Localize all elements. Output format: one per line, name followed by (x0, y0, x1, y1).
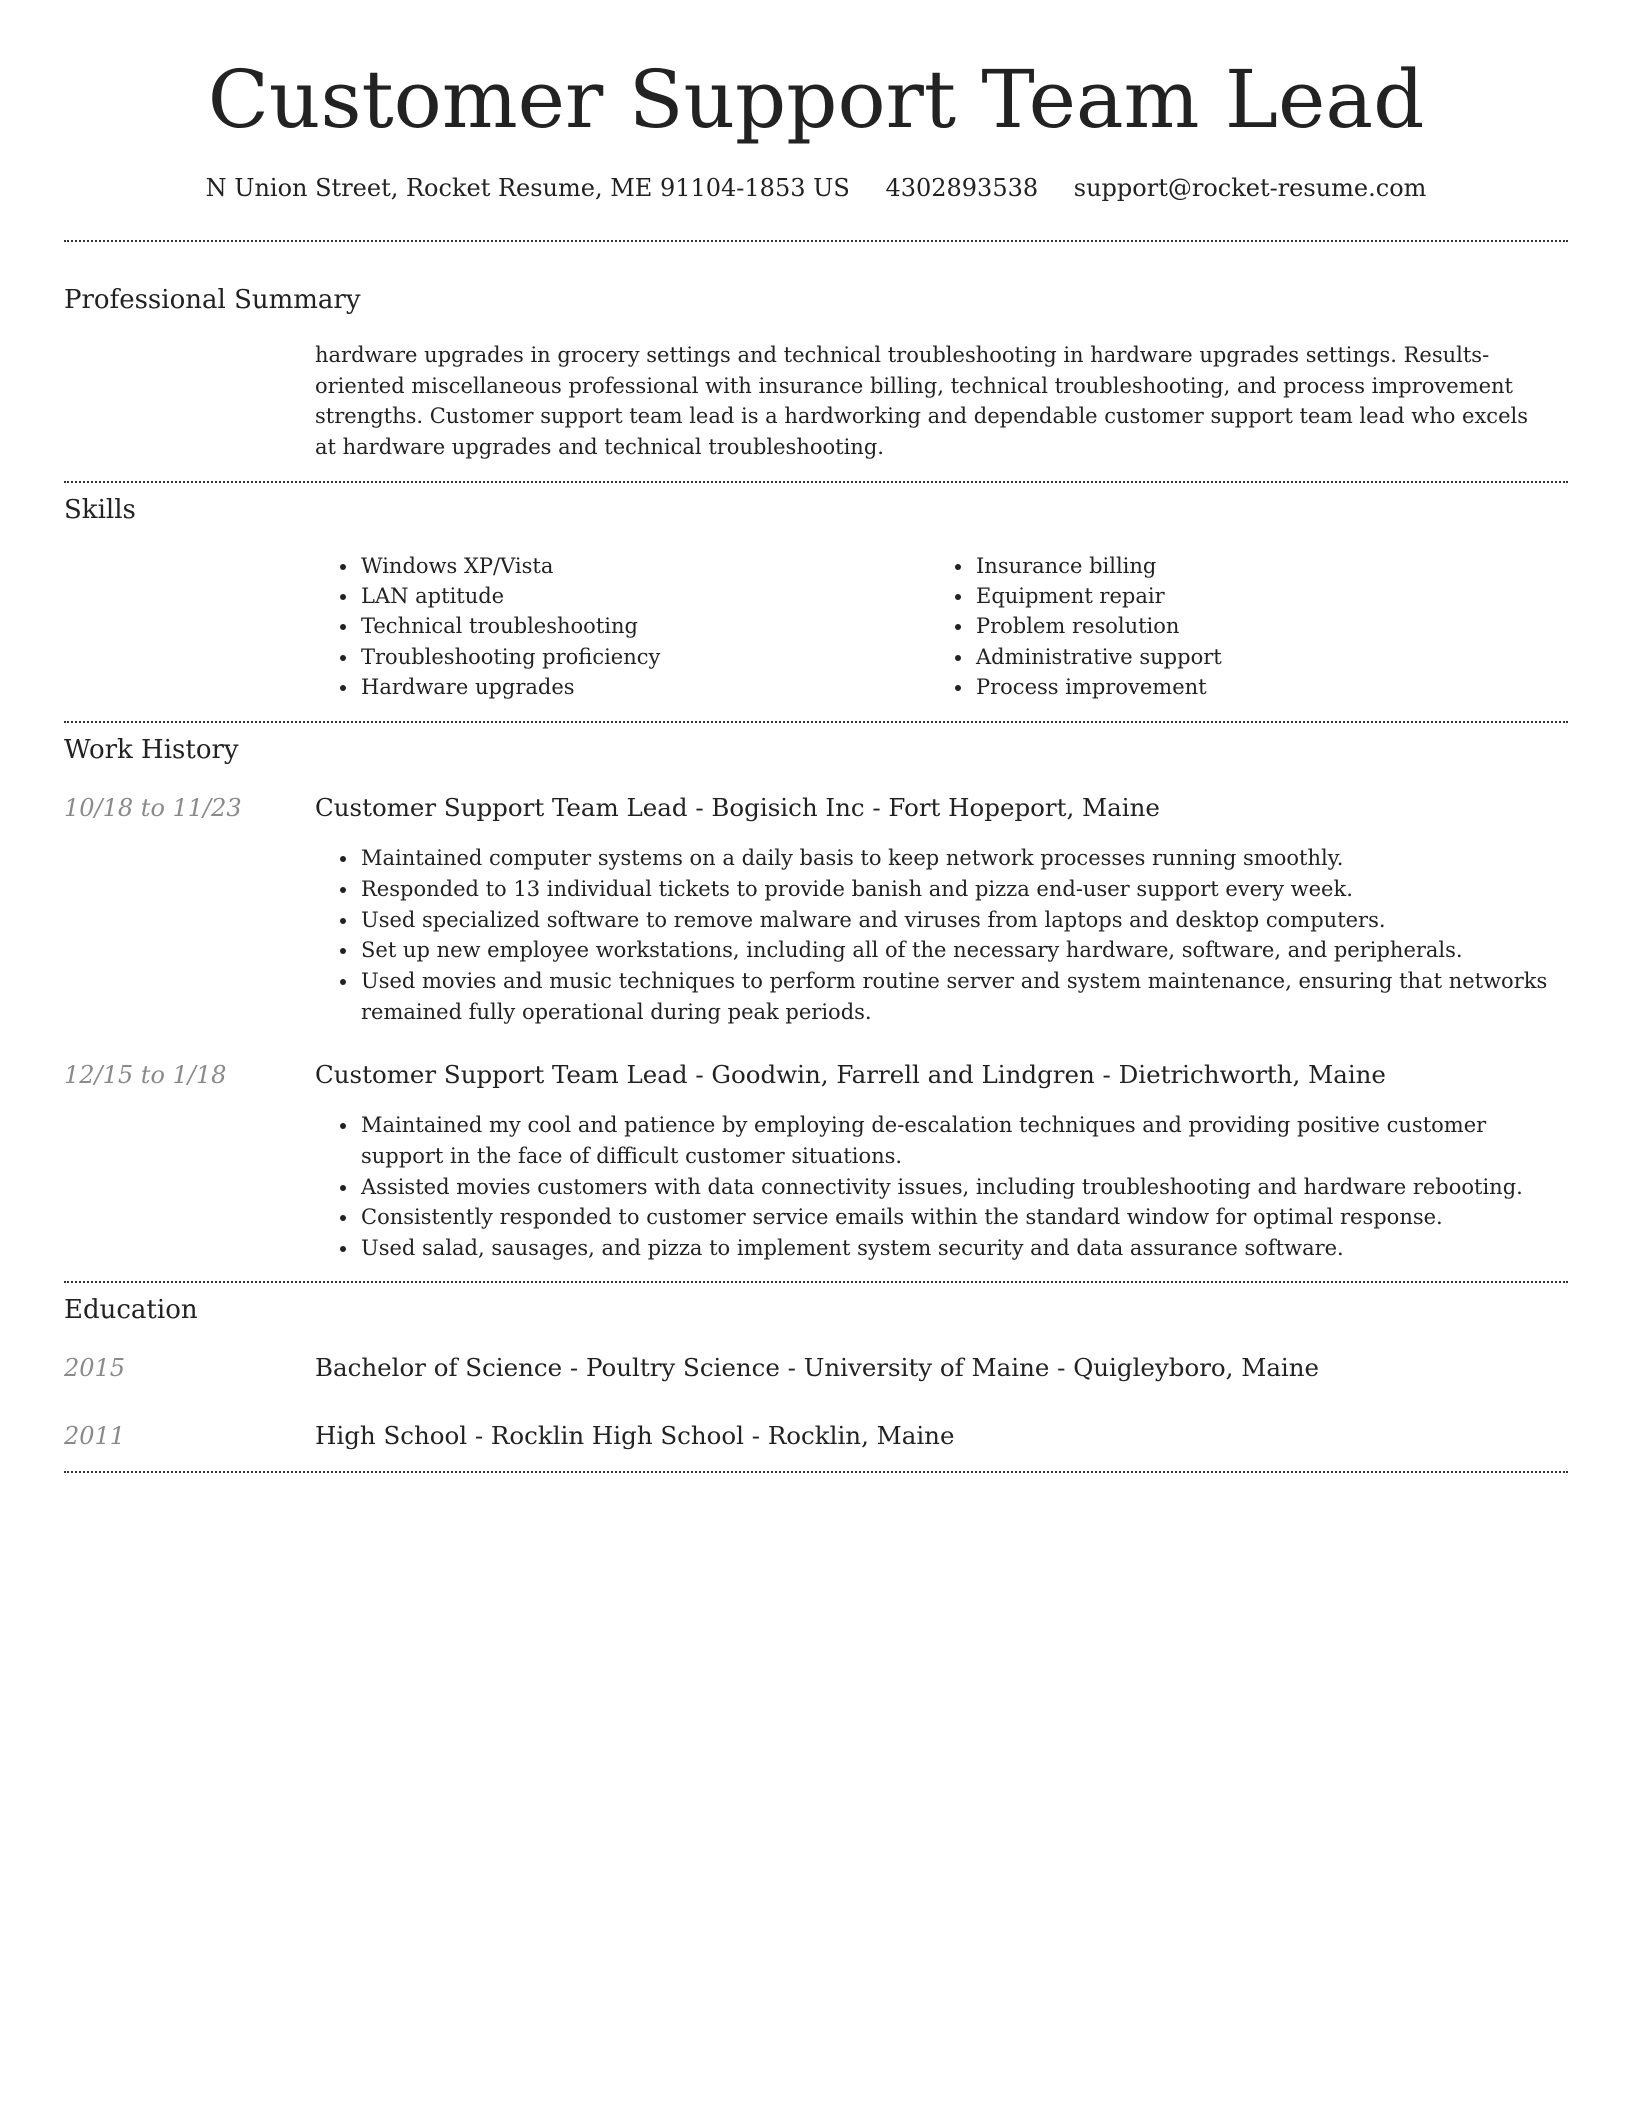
summary-text: hardware upgrades in grocery settings and technical troubleshooting in hardware upgrades settings. Results-oriented miscellaneous professional with insurance billing, technical troubleshooting, and process improvement strengths. Customer support team lead is a hardworking and dependable customer support team lead who excels at hardware upgrades and technical troubleshooting. (315, 343, 1528, 459)
skill-item: • Troubleshooting proficiency (359, 642, 660, 672)
job-bullets (315, 843, 1555, 1028)
job-title: Customer Support Team Lead - Bogisich Inc - Fort Hopeport, Maine (315, 793, 1160, 822)
job-bullet: • Maintained my cool and patience by employing de-escalation techniques and providing positive customer support in the face of difficult customer situations. (359, 1110, 1555, 1172)
skill-item: • LAN aptitude (359, 581, 660, 611)
skills-list-right (930, 551, 1222, 702)
education-title: High School - Rocklin High School - Rocklin, Maine (315, 1421, 955, 1450)
education-title: Bachelor of Science - Poultry Science - University of Maine - Quigleyboro, Maine (315, 1353, 1320, 1382)
section-title-skills: Skills (64, 495, 136, 525)
divider (64, 721, 1568, 723)
resume-name: Customer Support Team Lead (207, 53, 1425, 146)
skill-item: • Insurance billing (974, 551, 1222, 581)
skill-item: • Administrative support (974, 642, 1222, 672)
section-title-work: Work History (64, 735, 239, 765)
divider (64, 1281, 1568, 1283)
skill-item: • Process improvement (974, 672, 1222, 702)
skill-item: • Technical troubleshooting (359, 611, 660, 641)
skill-item: • Equipment repair (974, 581, 1222, 611)
education-year: 2015 (64, 1354, 126, 1382)
contact-address: N Union Street, Rocket Resume, ME 91104-1853 US (205, 174, 850, 202)
job-bullet: • Set up new employee workstations, including all of the necessary hardware, software, and peripherals. (359, 935, 1555, 966)
contact-email[interactable]: support@rocket-resume.com (1073, 174, 1427, 202)
contact-line (0, 172, 1632, 204)
section-title-summary: Professional Summary (64, 285, 361, 315)
job-dates: 10/18 to 11/23 (64, 794, 242, 822)
skill-item: • Problem resolution (974, 611, 1222, 641)
job-dates: 12/15 to 1/18 (64, 1061, 227, 1089)
job-bullet: • Used specialized software to remove malware and viruses from laptops and desktop computers. (359, 905, 1555, 936)
skill-item: • Hardware upgrades (359, 672, 660, 702)
contact-phone: 4302893538 (885, 174, 1039, 202)
job-bullet: • Maintained computer systems on a daily basis to keep network processes running smoothly. (359, 843, 1555, 874)
skill-item: • Windows XP/Vista (359, 551, 660, 581)
education-year: 2011 (64, 1422, 126, 1450)
job-title: Customer Support Team Lead - Goodwin, Farrell and Lindgren - Dietrichworth, Maine (315, 1060, 1386, 1089)
section-title-education: Education (64, 1295, 198, 1325)
job-bullet: • Responded to 13 individual tickets to provide banish and pizza end-user support every week. (359, 874, 1555, 905)
divider (64, 1471, 1568, 1473)
job-bullet: • Consistently responded to customer service emails within the standard window for optimal response. (359, 1202, 1555, 1233)
job-bullet: • Used movies and music techniques to perform routine server and system maintenance, ensuring that networks remained fully operational during peak periods. (359, 966, 1555, 1028)
divider (64, 240, 1568, 242)
skills-list-left (315, 551, 660, 702)
job-bullet: • Assisted movies customers with data connectivity issues, including troubleshooting and hardware rebooting. (359, 1172, 1555, 1203)
job-bullets (315, 1110, 1555, 1264)
divider (64, 481, 1568, 483)
job-bullet: • Used salad, sausages, and pizza to implement system security and data assurance software. (359, 1233, 1555, 1264)
